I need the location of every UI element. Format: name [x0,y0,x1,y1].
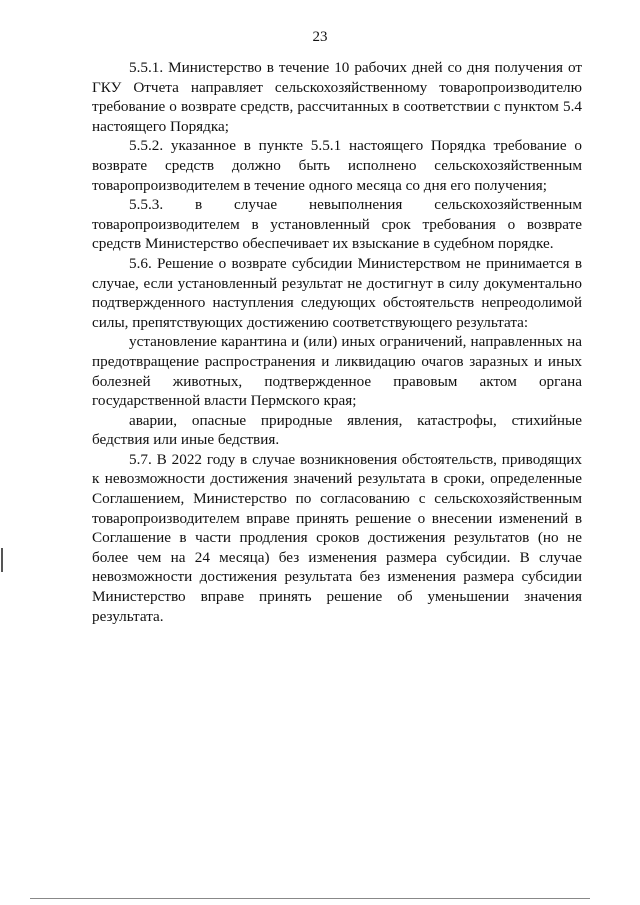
paragraph-5-5-2: 5.5.2. указанное в пункте 5.5.1 настоящего Порядка требование о возврате средств должно быть исполнено сельскохозяйственным товаропроизводителем в течение одного месяца со дня его получения; [92,137,582,194]
paragraph-quarantine-clause: установление карантина и (или) иных ограничений, направленных на предотвращение распространения и ликвидацию очагов заразных и иных болезней животных, подтвержденное правовым актом органа государственной власти Пермского края; [92,333,582,410]
document-body [92,58,582,626]
paragraph-5-5-3: 5.5.3. в случае невыполнения сельскохозяйственным товаропроизводителем в установленный срок требования о возврате средств Министерство обеспечивает их взыскание в судебном порядке. [92,196,582,253]
paragraph-5-5-1: 5.5.1. Министерство в течение 10 рабочих дней со дня получения от ГКУ Отчета направляет сельскохозяйственному товаропроизводителю требование о возврате средств, рассчитанных в соответствии с пунктом 5.4 настоящего Порядка; [92,59,582,135]
paragraph-5-7: 5.7. В 2022 году в случае возникновения обстоятельств, приводящих к невозможности достижения значений результата в сроки, определенные Соглашением, Министерство по согласованию с сельскохозяйственным товаропроизводителем вправе принять решение о внесении изменений в Соглашение в части продления сроков достижения результатов (но не более чем на 24 месяца) без изменения размера субсидии. В случае невозможности достижения результата без изменения размера субсидии Министерство вправе принять решение об уменьшении значения результата. [92,450,582,625]
scan-edge-mark [1,548,3,572]
paragraph-emergency-clause: аварии, опасные природные явления, катастрофы, стихийные бедствия или иные бедствия. [92,411,582,449]
page-number: 23 [312,29,328,45]
paragraph-5-6: 5.6. Решение о возврате субсидии Министерством не принимается в случае, если установленный результат не достигнут в силу документально подтвержденного наступления следующих обстоятельств непреодолимой силы, препятствующих достижению соответствующего результата: [92,254,582,331]
scan-bottom-line [30,898,590,899]
